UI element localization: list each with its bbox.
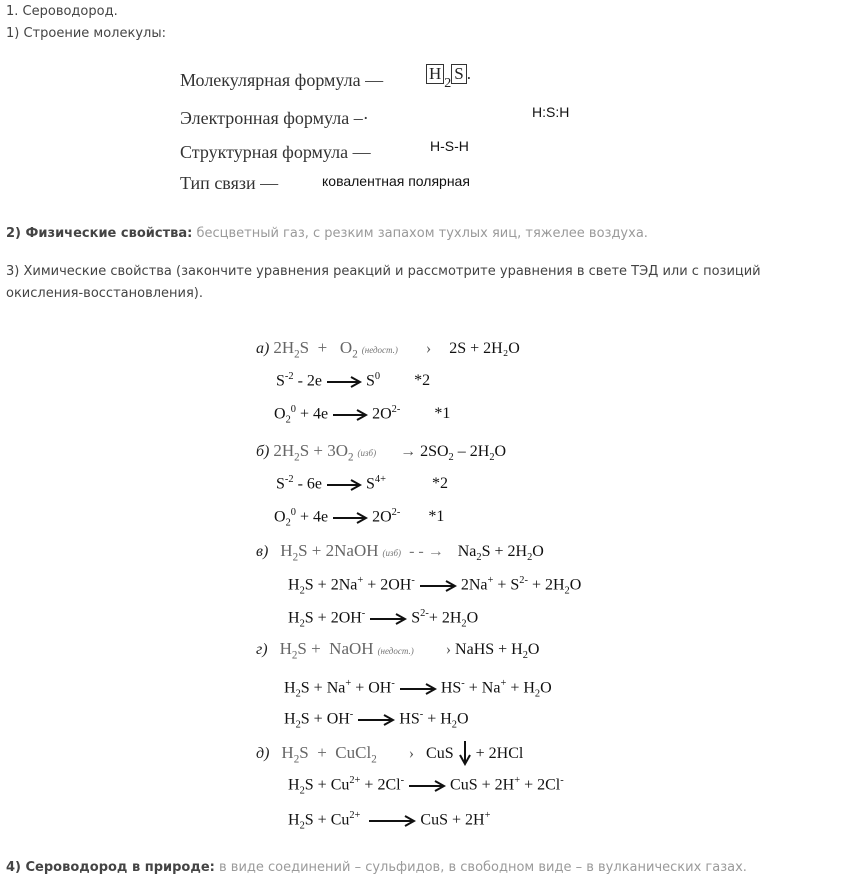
reaction-a-cond: (недост.) xyxy=(361,345,398,355)
nature-text: в виде соединений – сульфидов, в свободном виде – в вулканических газах. xyxy=(219,860,747,875)
structure-title: 1) Строение молекулы: xyxy=(6,26,166,41)
reaction-b-cond: (изб) xyxy=(357,448,377,458)
heading: 1. Сероводород. xyxy=(6,4,118,19)
bond-value: ковалентная полярная xyxy=(322,173,470,189)
reaction-b-red: $O_2^0 + 4e$ $2O^{2-}$ *1 xyxy=(274,507,445,529)
chemical-title-2: окисления-восстановления). xyxy=(6,286,204,301)
reaction-g: г) $H_2S$ + NaOH (недост.) › NaHS + $H_2O$ xyxy=(256,639,540,662)
nature-title: 4) Сероводород в природе: xyxy=(6,860,215,875)
reaction-a-product: 2S + 2H₂O xyxy=(449,340,520,357)
reaction-d-ionic-full: $H_2S + Cu^{2+} + 2Cl^-$ CuS + 2H+ + 2Cl- xyxy=(288,775,564,797)
reaction-v-letter: в) xyxy=(256,543,269,560)
reaction-v-ionic-full: $H_2S + 2Na^+ + 2OH^-$ $2Na^+ + S^{2-} + 2H_2O$ xyxy=(288,575,582,597)
reaction-d-letter: д) xyxy=(256,745,270,762)
arrow-icon xyxy=(357,713,395,727)
arrow-icon xyxy=(332,511,368,525)
reaction-d: д) $H_2S$ + CuCl$_2$ › CuS + 2HCl xyxy=(256,740,523,766)
reaction-a-letter: а) xyxy=(256,340,270,357)
arrow-icon xyxy=(332,408,368,422)
physical-title: 2) Физические свойства: xyxy=(6,226,193,241)
molecular-label: Молекулярная формула — xyxy=(180,70,384,90)
molecular-h: H xyxy=(426,64,444,84)
reaction-g-ionic-short: $H_2S + OH^-$ $HS^- + H_2O$ xyxy=(284,709,469,731)
reaction-v: в) $H_2S$ + 2NaOH (изб) - - → $Na_2S + 2H_2O$ xyxy=(256,541,544,564)
reaction-g-cond: (недост.) xyxy=(377,646,414,656)
reaction-a: а) $2H_2S + O_2$ (недост.) › 2S + 2H₂O xyxy=(256,338,520,361)
reaction-v-ionic-short: $H_2S + 2OH^-$ $S^{2-}+ 2H_2O$ xyxy=(288,608,479,630)
arrow-icon xyxy=(419,579,457,593)
reaction-g-ionic-full: $H_2S + Na^+ + OH^-$ $HS^- + Na^+ + H_2O$ xyxy=(284,678,552,700)
reaction-a-red: $O_2^0 + 4e$ $2O^{2-}$ *1 xyxy=(274,404,451,426)
reaction-a-coef2: *1 xyxy=(434,405,451,423)
nature-line xyxy=(6,860,747,875)
reaction-b-coef1: *2 xyxy=(431,475,448,493)
molecular-formula: $H_2S$ . xyxy=(426,64,471,92)
reaction-a-ox: $S^{-2} - 2e$ $S^0$ *2 xyxy=(276,371,431,390)
arrow-icon xyxy=(408,779,446,793)
arrow-icon xyxy=(399,682,437,696)
down-arrow-icon xyxy=(458,740,472,766)
arrow-icon xyxy=(368,814,416,828)
bond-label: Тип связи — xyxy=(180,173,279,193)
reaction-b: б) $2H_2S + 3O_2$ $(изб) \to 2SO_2 - 2H_2O$ xyxy=(256,441,507,464)
electronic-label: Электронная формула –· xyxy=(180,108,369,128)
physical-text: бесцветный газ, с резким запахом тухлых яиц, тяжелее воздуха. xyxy=(196,226,648,241)
arrow-icon xyxy=(369,612,407,626)
structural-label: Структурная формула — xyxy=(180,142,371,162)
reaction-b-ox: $S^{-2} - 6e$ $S^{4+}$ *2 xyxy=(276,474,448,493)
molecular-s: S xyxy=(451,64,466,84)
reaction-b-coef2: *1 xyxy=(428,508,445,526)
molecular-sub: 2 xyxy=(444,76,452,91)
physical-line xyxy=(6,226,648,241)
reaction-d-ionic-short: $H_2S + Cu^{2+}$ CuS + 2H+ xyxy=(288,810,491,832)
reaction-g-letter: г) xyxy=(256,641,268,658)
reaction-v-cond: (изб) xyxy=(382,548,402,558)
electronic-value: H:S:H xyxy=(532,104,570,120)
chemical-title-1: 3) Химические свойства (закончите уравнения реакций и рассмотрите уравнения в свете ТЭД или с позиций xyxy=(6,264,761,279)
arrow-icon xyxy=(326,478,362,492)
arrow-icon xyxy=(326,375,362,389)
reaction-a-coef1: *2 xyxy=(414,372,431,390)
structural-value: H-S-H xyxy=(430,138,469,154)
reaction-b-letter: б) xyxy=(256,443,270,460)
